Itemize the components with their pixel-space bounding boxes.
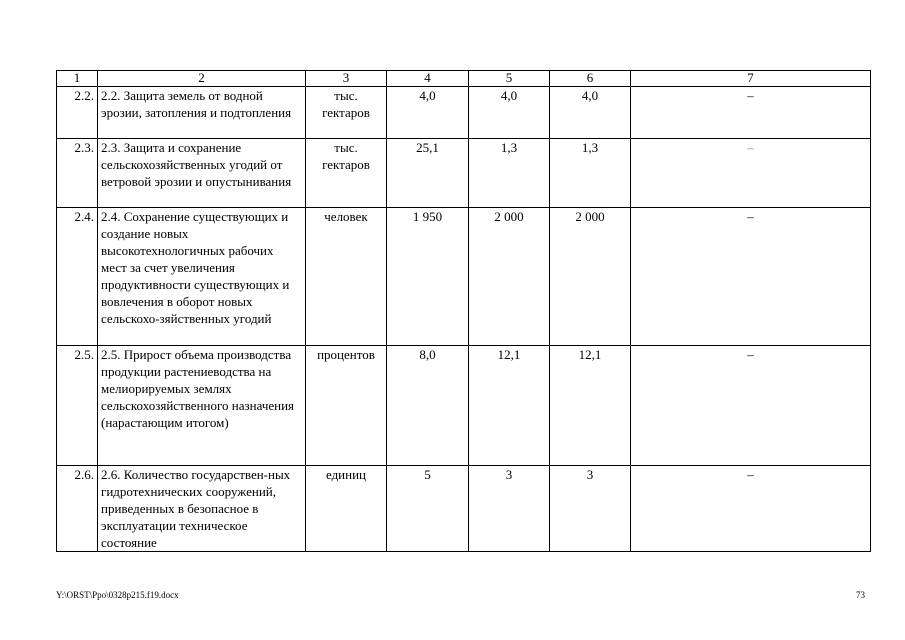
indicator-name: 2.2. Защита земель от водной эрозии, затопления и подтопления bbox=[98, 87, 306, 139]
page-number: 73 bbox=[856, 590, 865, 600]
row-number: 2.2. bbox=[57, 87, 98, 139]
value-cell: 3 bbox=[469, 466, 550, 552]
value-cell: 25,1 bbox=[387, 139, 469, 208]
row-number: 2.5. bbox=[57, 346, 98, 466]
value-cell: 1 950 bbox=[387, 208, 469, 346]
unit-cell: единиц bbox=[306, 466, 387, 552]
unit-cell: процентов bbox=[306, 346, 387, 466]
table-row bbox=[57, 87, 871, 139]
unit-cell: человек bbox=[306, 208, 387, 346]
value-cell: 3 bbox=[550, 466, 631, 552]
value-cell: 4,0 bbox=[387, 87, 469, 139]
value-cell: 4,0 bbox=[550, 87, 631, 139]
value-cell: 1,3 bbox=[550, 139, 631, 208]
header-cell: 3 bbox=[306, 71, 387, 87]
table-row bbox=[57, 139, 871, 208]
indicator-name: 2.6. Количество государствен-ных гидротехнических сооружений, приведенных в безопасное в эксплуатации техническое состояние bbox=[98, 466, 306, 552]
value-cell: 12,1 bbox=[550, 346, 631, 466]
header-cell: 6 bbox=[550, 71, 631, 87]
note-cell: – bbox=[631, 466, 871, 552]
table-row bbox=[57, 208, 871, 346]
header-cell: 7 bbox=[631, 71, 871, 87]
row-number: 2.4. bbox=[57, 208, 98, 346]
table-row bbox=[57, 346, 871, 466]
value-cell: 2 000 bbox=[469, 208, 550, 346]
value-cell: 12,1 bbox=[469, 346, 550, 466]
unit-cell: тыс. гектаров bbox=[306, 87, 387, 139]
header-cell: 4 bbox=[387, 71, 469, 87]
value-cell: 2 000 bbox=[550, 208, 631, 346]
header-cell: 1 bbox=[57, 71, 98, 87]
value-cell: 4,0 bbox=[469, 87, 550, 139]
header-cell: 2 bbox=[98, 71, 306, 87]
note-cell: – bbox=[631, 208, 871, 346]
note-cell: – bbox=[631, 139, 871, 208]
indicator-name: 2.5. Прирост объема производства продукции растениеводства на мелиорируемых землях сельскохозяйственного назначения (нарастающим итогом) bbox=[98, 346, 306, 466]
value-cell: 8,0 bbox=[387, 346, 469, 466]
row-number: 2.3. bbox=[57, 139, 98, 208]
note-cell: – bbox=[631, 346, 871, 466]
header-cell: 5 bbox=[469, 71, 550, 87]
unit-cell: тыс. гектаров bbox=[306, 139, 387, 208]
table-row bbox=[57, 466, 871, 552]
indicator-name: 2.3. Защита и сохранение сельскохозяйственных угодий от ветровой эрозии и опустынивания bbox=[98, 139, 306, 208]
indicator-name: 2.4. Сохранение существующих и создание новых высокотехнологичных рабочих мест за счет увеличения продуктивности существующих и вовлечения в оборот новых сельскохо-зяйственных угодий bbox=[98, 208, 306, 346]
value-cell: 1,3 bbox=[469, 139, 550, 208]
header-row bbox=[57, 71, 871, 87]
value-cell: 5 bbox=[387, 466, 469, 552]
row-number: 2.6. bbox=[57, 466, 98, 552]
note-cell: – bbox=[631, 87, 871, 139]
indicators-table bbox=[56, 70, 871, 552]
file-path: Y:\ORST\Ppo\0328p215.f19.docx bbox=[56, 590, 179, 600]
